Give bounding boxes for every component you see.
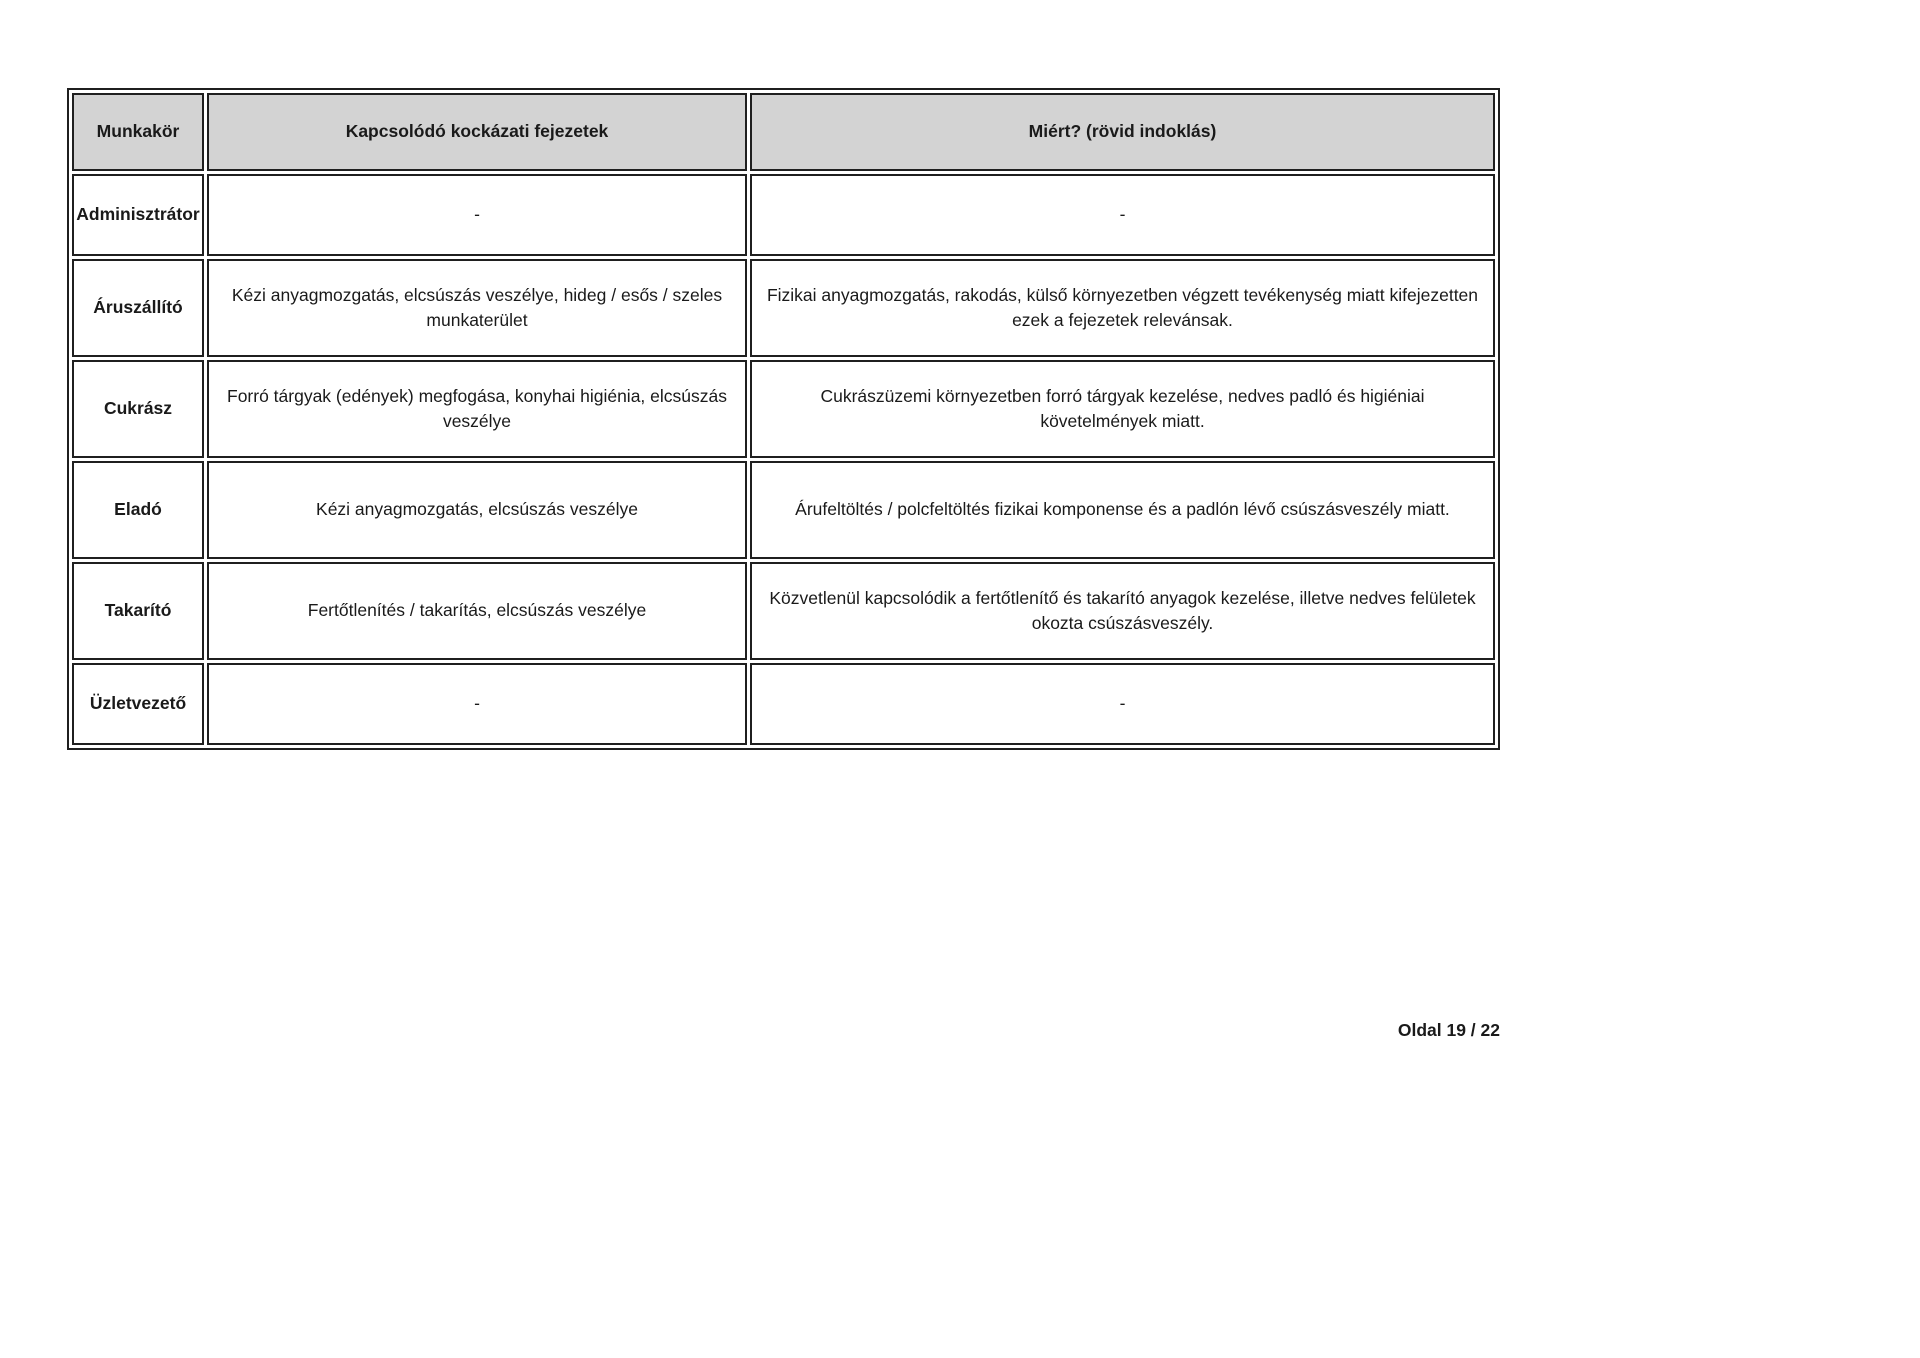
header-miert: Miért? (rövid indoklás) (750, 93, 1495, 171)
table-row-adminisztrator (72, 174, 1495, 256)
header-munkakor: Munkakör (72, 93, 204, 171)
justification-cell: Közvetlenül kapcsolódik a fertőtlenítő és takarító anyagok kezelése, illetve nedves felületek okozta csúszásveszély. (750, 562, 1495, 660)
justification-cell: - (750, 663, 1495, 745)
justification-cell: Cukrászüzemi környezetben forró tárgyak kezelése, nedves padló és higiéniai követelmények miatt. (750, 360, 1495, 458)
table-row-cukrasz (72, 360, 1495, 458)
risk-chapters-cell: - (207, 174, 747, 256)
job-title-cell: Cukrász (72, 360, 204, 458)
table-row-aruszallito (72, 259, 1495, 357)
job-title-cell: Eladó (72, 461, 204, 559)
risk-chapters-cell: Kézi anyagmozgatás, elcsúszás veszélye, hideg / esős / szeles munkaterület (207, 259, 747, 357)
table-row-elado (72, 461, 1495, 559)
risk-chapters-cell: Fertőtlenítés / takarítás, elcsúszás veszélye (207, 562, 747, 660)
justification-cell: Árufeltöltés / polcfeltöltés fizikai komponense és a padlón lévő csúszásveszély miatt. (750, 461, 1495, 559)
table-header-row (72, 93, 1495, 171)
table-row-uzletvezeto (72, 663, 1495, 745)
risk-chapters-cell: Kézi anyagmozgatás, elcsúszás veszélye (207, 461, 747, 559)
job-title-cell: Áruszállító (72, 259, 204, 357)
header-kockazati-fejezetek: Kapcsolódó kockázati fejezetek (207, 93, 747, 171)
page-number: Oldal 19 / 22 (1397, 1020, 1500, 1040)
risk-chapters-cell: Forró tárgyak (edények) megfogása, konyhai higiénia, elcsúszás veszélye (207, 360, 747, 458)
risk-chapters-table (67, 88, 1500, 750)
job-title-cell: Takarító (72, 562, 204, 660)
risk-chapters-cell: - (207, 663, 747, 745)
justification-cell: Fizikai anyagmozgatás, rakodás, külső környezetben végzett tevékenység miatt kifejezetten ezek a fejezetek relevánsak. (750, 259, 1495, 357)
justification-cell: - (750, 174, 1495, 256)
job-title-cell: Üzletvezető (72, 663, 204, 745)
table-row-takarito (72, 562, 1495, 660)
job-title-cell: Adminisztrátor (72, 174, 204, 256)
